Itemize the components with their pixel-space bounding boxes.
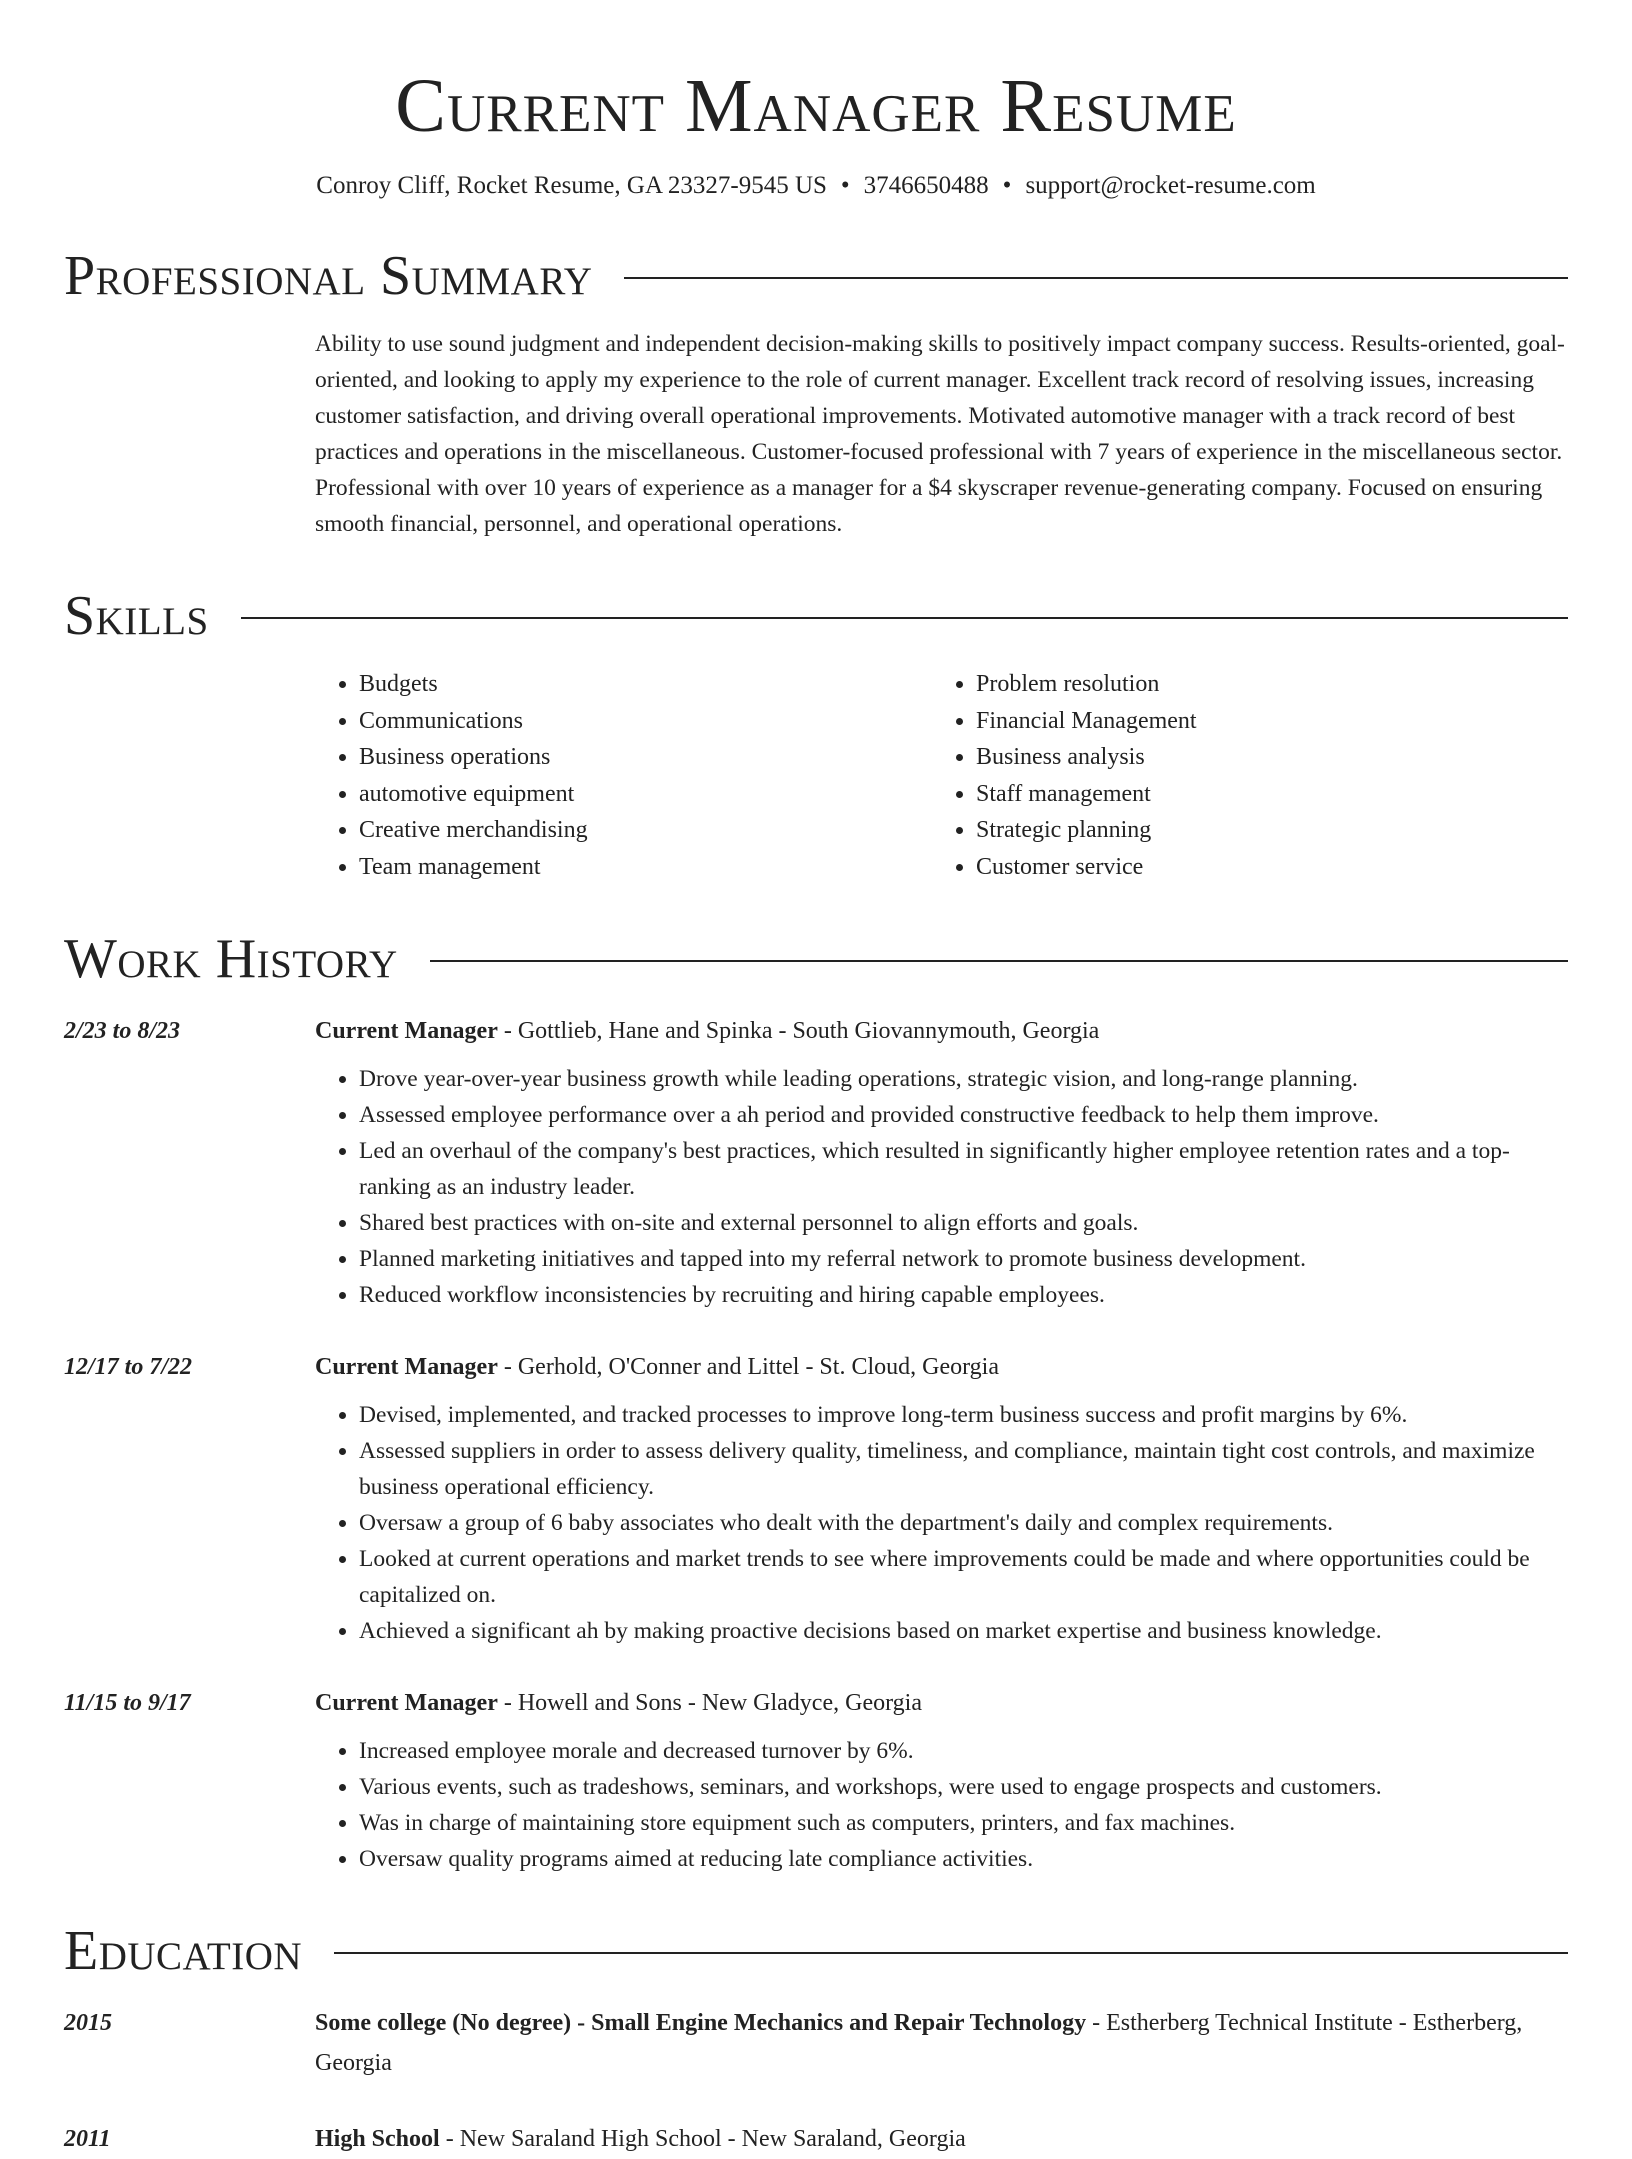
job-header (315, 1683, 1568, 1723)
education-heading: Education (64, 1920, 303, 1982)
skill-item: • Financial Management (976, 703, 1549, 740)
job-header (315, 1011, 1568, 1051)
job-entry (64, 1011, 1568, 1313)
job-title: Current Manager (315, 1018, 498, 1044)
summary-section-header (64, 246, 1568, 306)
skill-item: • automotive equipment (359, 776, 932, 813)
job-details: - Gerhold, O'Conner and Littel - St. Cloud, Georgia (497, 1354, 999, 1380)
contact-phone: 3746650488 (863, 172, 989, 199)
section-divider (624, 277, 1568, 279)
section-divider (430, 960, 1568, 962)
skill-item: • Business operations (359, 739, 932, 776)
job-bullet: • Assessed employee performance over a ah period and provided constructive feedback to help them improve. (359, 1097, 1568, 1133)
job-bullets (315, 1733, 1568, 1877)
skill-item: • Customer service (976, 849, 1549, 886)
job-details: - Howell and Sons - New Gladyce, Georgia (497, 1690, 922, 1716)
education-entry (64, 2119, 1568, 2159)
skills-column-right (932, 666, 1549, 885)
education-details: - New Saraland High School - New Saraland, Georgia (439, 2126, 966, 2152)
resume-title: Current Manager Resume (395, 64, 1237, 148)
resume-page (64, 0, 1568, 2159)
skill-item: • Staff management (976, 776, 1549, 813)
education-entry (64, 2003, 1568, 2083)
education-year: 2011 (64, 2126, 111, 2152)
skills-section-header (64, 586, 1568, 646)
job-entry (64, 1347, 1568, 1649)
education-year: 2015 (64, 2010, 112, 2036)
job-bullet: • Achieved a significant ah by making proactive decisions based on market expertise and business knowledge. (359, 1613, 1568, 1649)
skills-list (315, 666, 1568, 885)
job-bullet: • Devised, implemented, and tracked processes to improve long-term business success and profit margins by 6%. (359, 1397, 1568, 1433)
job-bullet: • Oversaw a group of 6 baby associates who dealt with the department's daily and complex requirements. (359, 1505, 1568, 1541)
job-bullet: • Drove year-over-year business growth while leading operations, strategic vision, and long-range planning. (359, 1061, 1568, 1097)
education-degree: High School (315, 2126, 440, 2152)
skills-column-left (315, 666, 932, 885)
job-dates: 12/17 to 7/22 (64, 1354, 193, 1380)
job-bullet: • Was in charge of maintaining store equipment such as computers, printers, and fax machines. (359, 1805, 1568, 1841)
job-bullet: • Looked at current operations and market trends to see where improvements could be made and where opportunities could be capitalized on. (359, 1541, 1568, 1613)
job-bullet: • Increased employee morale and decreased turnover by 6%. (359, 1733, 1568, 1769)
contact-separator: • (840, 172, 850, 199)
job-bullets (315, 1397, 1568, 1649)
contact-separator: • (1002, 172, 1012, 199)
skill-item: • Budgets (359, 666, 932, 703)
skill-item: • Creative merchandising (359, 812, 932, 849)
work-heading: Work History (64, 928, 398, 990)
skill-item: • Team management (359, 849, 932, 886)
job-bullet: • Planned marketing initiatives and tapped into my referral network to promote business development. (359, 1241, 1568, 1277)
contact-email: support@rocket-resume.com (1025, 172, 1316, 199)
job-dates: 11/15 to 9/17 (64, 1690, 191, 1716)
job-title: Current Manager (315, 1690, 498, 1716)
section-divider (241, 617, 1568, 619)
job-bullet: • Oversaw quality programs aimed at reducing late compliance activities. (359, 1841, 1568, 1877)
contact-address: Conroy Cliff, Rocket Resume, GA 23327-9545 US (316, 172, 827, 199)
skill-item: • Business analysis (976, 739, 1549, 776)
job-title: Current Manager (315, 1354, 498, 1380)
job-dates: 2/23 to 8/23 (64, 1018, 181, 1044)
contact-line (64, 170, 1568, 202)
job-bullet: • Various events, such as tradeshows, seminars, and workshops, were used to engage prospects and customers. (359, 1769, 1568, 1805)
job-bullet: • Shared best practices with on-site and external personnel to align efforts and goals. (359, 1205, 1568, 1241)
job-entry (64, 1683, 1568, 1877)
education-details: - Estherberg Technical Institute - Estherberg, Georgia (315, 2010, 1523, 2076)
section-divider (334, 1952, 1568, 1954)
job-header (315, 1347, 1568, 1387)
job-bullets (315, 1061, 1568, 1313)
summary-heading: Professional Summary (64, 245, 593, 307)
education-degree: Some college (No degree) - Small Engine Mechanics and Repair Technology (315, 2010, 1087, 2036)
skill-item: • Problem resolution (976, 666, 1549, 703)
skill-item: • Communications (359, 703, 932, 740)
education-section-header (64, 1921, 1568, 1981)
job-bullet: • Led an overhaul of the company's best practices, which resulted in significantly higher employee retention rates and a top-ranking as an industry leader. (359, 1133, 1568, 1205)
job-details: - Gottlieb, Hane and Spinka - South Giovannymouth, Georgia (497, 1018, 1100, 1044)
skills-heading: Skills (64, 585, 209, 647)
job-bullet: • Assessed suppliers in order to assess delivery quality, timeliness, and compliance, maintain tight cost controls, and maximize business operational efficiency. (359, 1433, 1568, 1505)
summary-text: Ability to use sound judgment and independent decision-making skills to positively impact company success. Results-oriented, goal-oriented, and looking to apply my experience to the role of current manager. Excellent track record of resolving issues, increasing customer satisfaction, and driving overall operational improvements. Motivated automotive manager with a track record of best practices and operations in the miscellaneous. Customer-focused professional with 7 years of experience in the miscellaneous sector. Professional with over 10 years of experience as a manager for a $4 skyscraper revenue-generating company. Focused on ensuring smooth financial, personnel, and operational operations. (315, 331, 1565, 537)
skill-item: • Strategic planning (976, 812, 1549, 849)
job-bullet: • Reduced workflow inconsistencies by recruiting and hiring capable employees. (359, 1277, 1568, 1313)
work-section-header (64, 929, 1568, 989)
